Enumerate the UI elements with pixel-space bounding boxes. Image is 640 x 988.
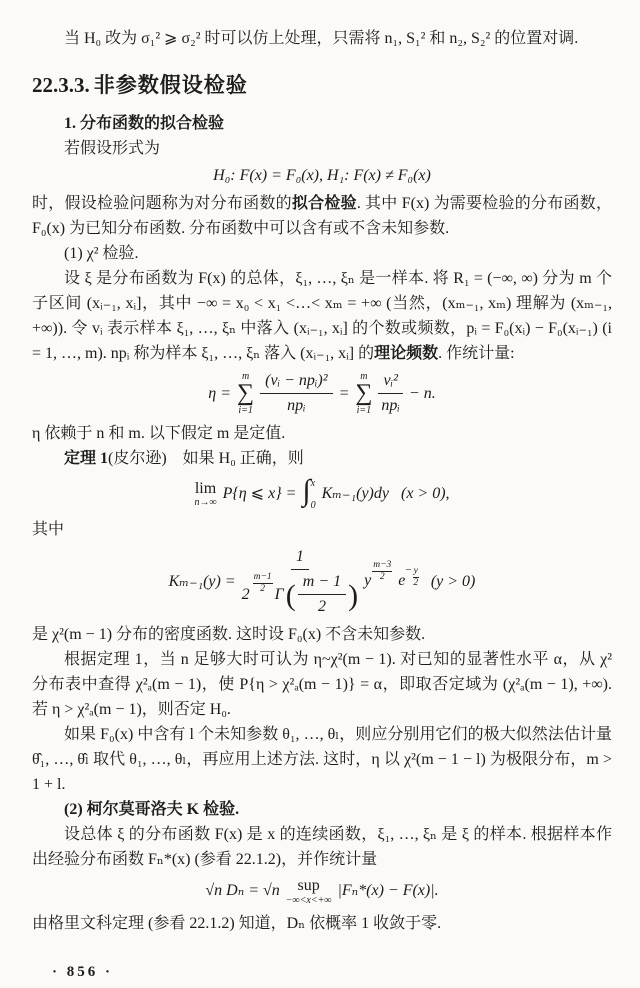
para-density-note: 是 χ²(m − 1) 分布的密度函数. 这时设 F₀(x) 不含未知参数. xyxy=(32,626,426,643)
y-base: y xyxy=(364,571,372,589)
page-number: · 856 · xyxy=(52,963,114,980)
formula-ks-statistic xyxy=(32,877,612,906)
fraction-denominator xyxy=(242,570,359,617)
fraction-v-squared xyxy=(378,371,402,416)
para-significance-level: 根据定理 1，当 n 足够大时可认为 η~χ²(m − 1). 对已知的显著性水平 α，从 χ² 分布表中查得 χ²ₐ(m − 1)，使 P{η > χ²ₐ(m − 1)} = α，即取否定域为 (χ²ₐ(m − 1), +∞). 若 η > χ²ₐ(m − 1)，则否定 H₀. xyxy=(32,651,612,718)
text-segment: 时，假设检验问题称为对分布函数的 xyxy=(32,195,292,212)
formula-limit-distribution xyxy=(32,476,612,512)
sup-word: sup xyxy=(297,877,320,894)
fraction-numerator: (vᵢ − npᵢ)² xyxy=(260,371,332,394)
fraction-numerator: vᵢ² xyxy=(378,371,402,394)
condition: (y > 0) xyxy=(430,573,476,590)
base-two: 2 xyxy=(241,585,250,603)
e-exponent xyxy=(405,564,418,587)
condition: (x > 0), xyxy=(400,485,450,502)
gamma-symbol: Γ xyxy=(274,585,284,603)
para-unknown-params: 如果 F₀(x) 中含有 l 个未知参数 θ₁, …, θₗ，则应分别用它们的极大似然法估计量 θ̂₁, …, θ̂ₗ 取代 θ₁, …, θₗ，再应用上述方法. 这时，η 以 χ²(m − 1 − l) 为极限分布，m > 1 + l. xyxy=(32,726,612,793)
text-segment: . 其中 F(x) 为需要检验的分布函数，F₀(x) 为已知分布函数. 分布函数中可以含有或不含未知参数. xyxy=(32,195,612,237)
sup-subscript: −∞<x<+∞ xyxy=(285,894,332,906)
term-fit-test: 拟合检验 xyxy=(291,195,357,212)
exponential-term xyxy=(398,563,419,594)
sum-upper-limit: m xyxy=(241,371,250,383)
sum-upper-limit: m xyxy=(360,371,368,383)
sum-lower-limit: i=1 xyxy=(356,404,372,416)
fraction-normalizing-constant xyxy=(242,547,359,617)
sigma-icon: ∑ xyxy=(355,380,373,407)
sup-operator xyxy=(286,877,332,906)
para-glivenko: 由格里文科定理 (参看 22.1.2) 知道，Dₙ 依概率 1 收敛于零. xyxy=(32,914,442,932)
section-heading xyxy=(32,69,612,99)
close-paren: ) xyxy=(348,578,359,612)
section-title: 非参数假设检验 xyxy=(93,73,248,97)
exponent-fraction: m−1 2 xyxy=(253,572,272,594)
ks-tail: |Fₙ*(x) − F(x)|. xyxy=(337,882,439,900)
gamma-argument-fraction: $\frac{m - 1}{2}$ xyxy=(298,572,346,617)
y-power-term xyxy=(364,559,392,594)
section-number: 22.3.3. xyxy=(32,73,90,97)
open-paren: ( xyxy=(285,578,296,612)
formula-hypotheses: H₀: F(x) = F₀(x), H₁: F(x) ≠ F₀(x) xyxy=(213,167,431,184)
fraction-denominator: npᵢ xyxy=(287,397,306,414)
subheading-chi-square-test: (1) χ² 检验. xyxy=(64,245,139,262)
text-segment: (皮尔逊) 如果 H₀ 正确，则 xyxy=(108,450,304,467)
limit-operator xyxy=(194,480,216,509)
sigma-icon: ∑ xyxy=(237,380,255,407)
density-lhs: Kₘ₋₁(y) = xyxy=(168,573,236,590)
e-base: e xyxy=(398,571,406,589)
theorem-label: 定理 1 xyxy=(64,450,109,467)
fraction-numerator: 1 xyxy=(291,547,309,570)
para-chi-square-setup xyxy=(32,266,612,366)
lim-subscript: n→∞ xyxy=(194,497,217,509)
subheading-kolmogorov-test: (2) 柯尔莫哥洛夫 K 检验. xyxy=(64,801,240,818)
text-segment: 设 ξ 是分布函数为 F(x) 的总体，ξ₁, …, ξₙ 是一样本. 将 R₁ = (−∞, ∞) 分为 m 个子区间 (xᵢ₋₁, xᵢ]，其中 −∞ = x₀ < x₁ <…< xₘ = +∞ (当然，(xₘ₋₁, xₘ) 理解为 (xₘ₋₁, +∞)). 令 vᵢ 表示样本 ξ₁, …, ξₙ 中落入 (xᵢ₋₁, xᵢ] 的个数或频数，pᵢ = F₀(xᵢ) − F₀(xᵢ₋₁) (i = 1, …, m). npᵢ 称为样本 ξ₁, …, ξₙ 落入 (xᵢ₋₁, xᵢ] 的 xyxy=(32,270,612,362)
integral-icon: ∫ xyxy=(302,474,311,507)
fraction-denominator: npᵢ xyxy=(381,397,400,414)
minus-sign: − xyxy=(405,563,412,576)
y-exponent-fraction: m−3 2 xyxy=(373,559,392,582)
equals-sign: = xyxy=(338,384,350,402)
integral-limits xyxy=(311,476,316,512)
integrand: Kₘ₋₁(y)dy xyxy=(321,485,389,502)
e-exponent-fraction: $\frac{y}{2}$ xyxy=(413,565,419,588)
integral-upper: x xyxy=(310,478,316,489)
integral-symbol xyxy=(302,476,315,512)
para-ks-setup: 设总体 ξ 的分布函数 F(x) 是 x 的连续函数，ξ₁, …, ξₙ 是 ξ 的样本. 根据样本作出经验分布函数 Fₙ*(x) (参看 22.1.2)，并作统计量 xyxy=(32,826,612,868)
formula-eta-statistic xyxy=(32,371,612,416)
subheading-fit-test: 1. 分布函数的拟合检验 xyxy=(64,115,225,132)
eta-lhs: η = xyxy=(208,384,232,402)
sum-lower-limit: i=1 xyxy=(238,404,253,416)
ks-lhs: √n Dₙ = √n xyxy=(205,882,280,900)
probability-expression: P{η ⩽ x} = xyxy=(222,485,297,502)
summation-symbol xyxy=(237,371,254,416)
para-fit-definition xyxy=(32,191,612,241)
text-segment: . 作统计量: xyxy=(438,345,515,362)
lim-word: lim xyxy=(194,479,217,497)
para-where: 其中 xyxy=(32,521,65,538)
eta-tail: − n. xyxy=(408,384,436,402)
term-theoretical-frequency: 理论频数 xyxy=(374,345,439,362)
para-variance-swap: 当 H₀ 改为 σ₁² ⩾ σ₂² 时可以仿上处理，只需将 n₁, S₁² 和 n₂, S₂² 的位置对调. xyxy=(64,30,579,47)
formula-chi-square-density xyxy=(32,547,612,617)
summation-symbol xyxy=(355,371,372,416)
integral-lower: 0 xyxy=(310,499,316,511)
para-hypothesis-intro: 若假设形式为 xyxy=(64,140,161,157)
para-theorem-1 xyxy=(32,446,612,471)
para-eta-depends: η 依赖于 n 和 m. 以下假定 m 是定值. xyxy=(32,425,286,442)
fraction-observed-minus-expected xyxy=(260,371,332,416)
